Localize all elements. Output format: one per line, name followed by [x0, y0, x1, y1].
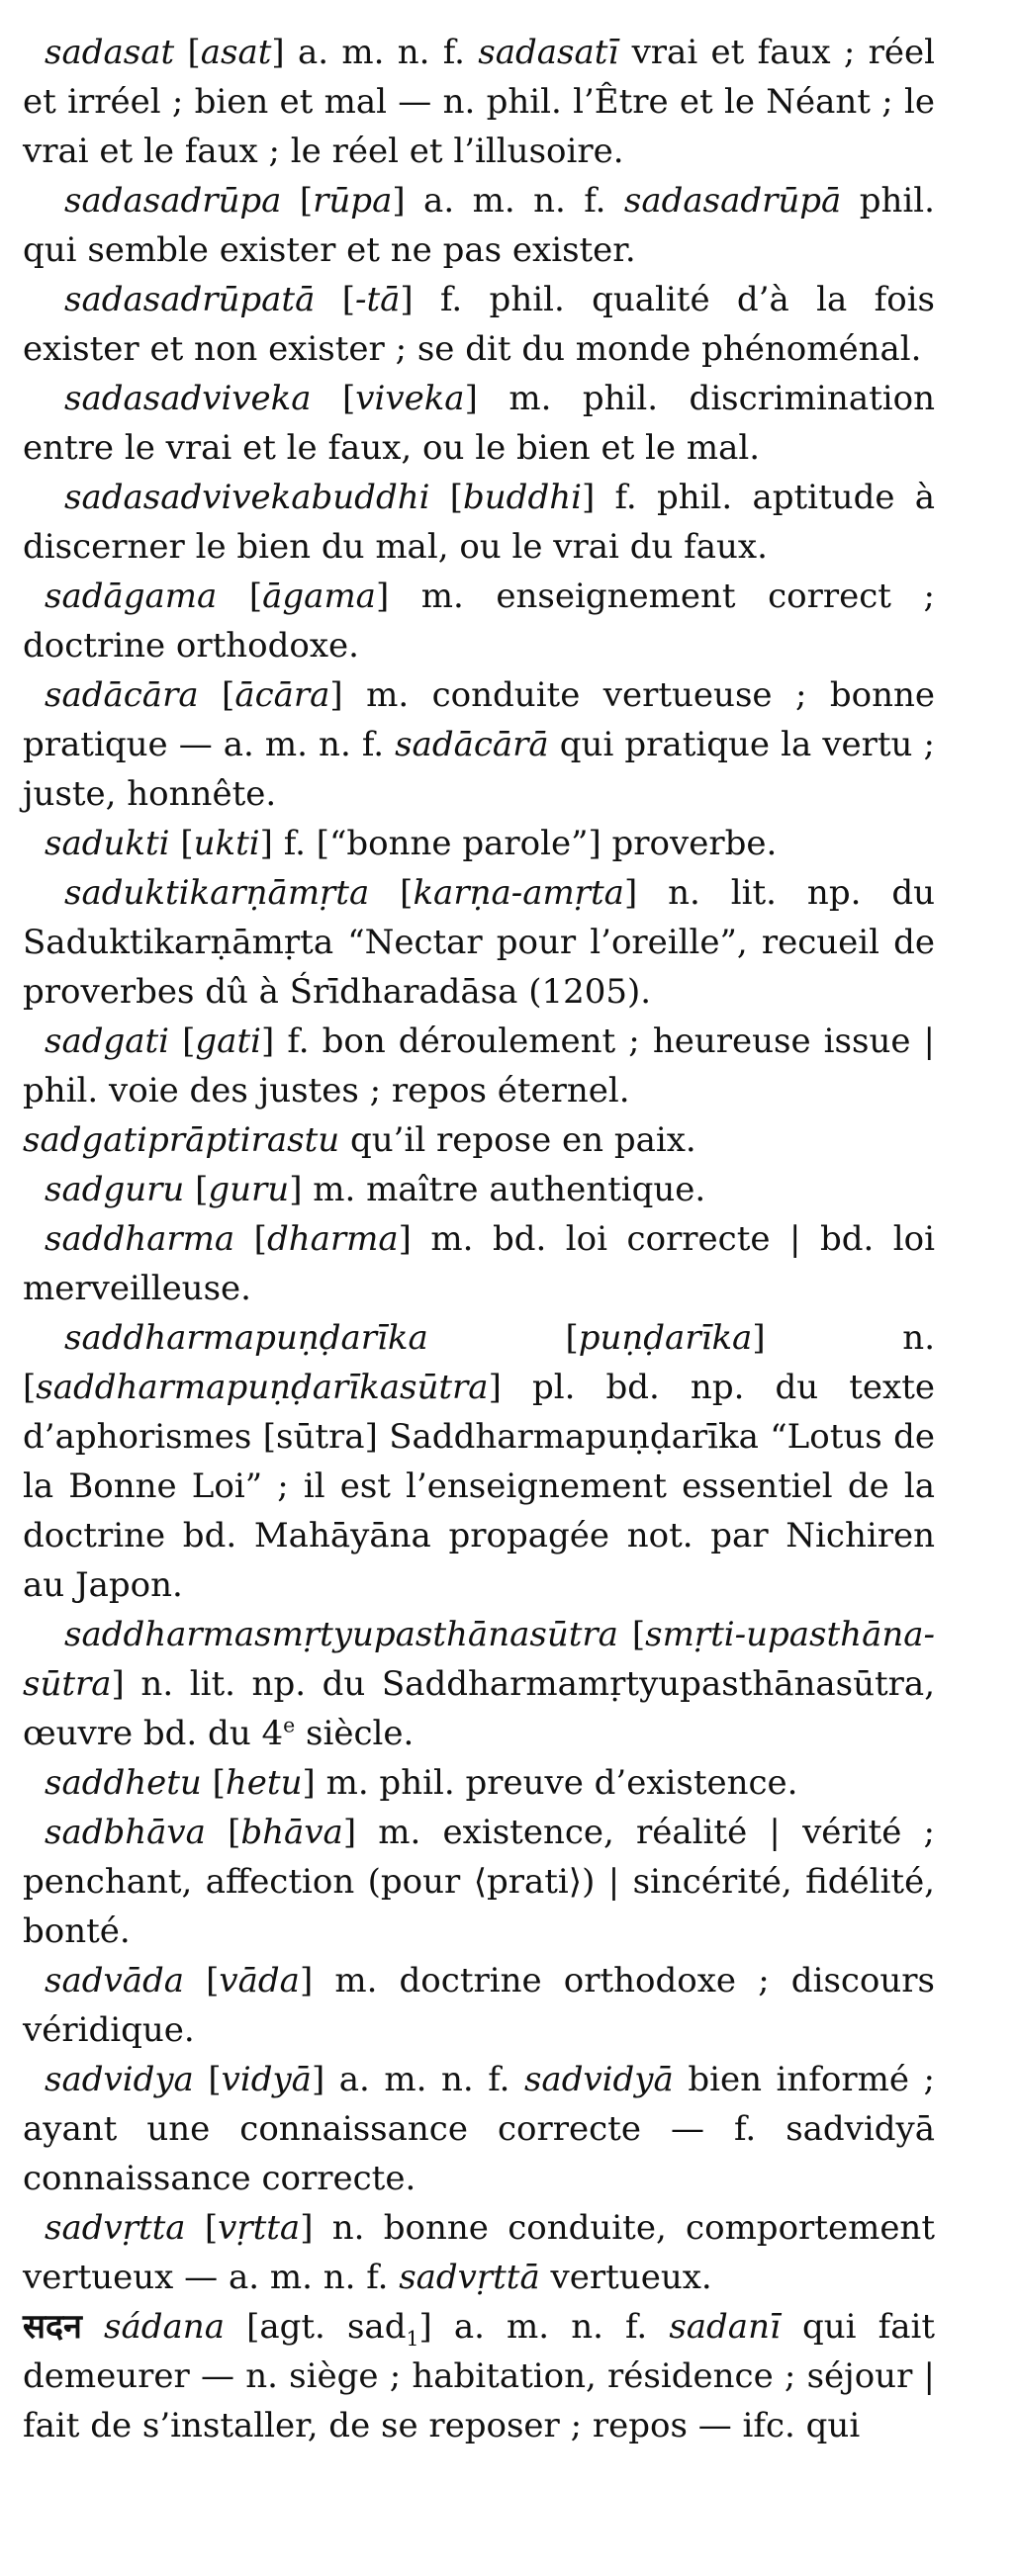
- etymology-ref: puṇḍarīka: [578, 1318, 753, 1358]
- definition: m. maître authentique.: [302, 1170, 706, 1209]
- etymology-ref: buddhi: [463, 478, 582, 517]
- definition: m. existence, réalité | vérité ; penchant, affection (pour ⟨prati⟩) | sincérité, fidélité, bonté.: [23, 1813, 935, 1951]
- variant-form: sadvṛttā: [399, 2258, 540, 2297]
- entry-sadgati: sadgati [gati] f. bon déroulement ; heureuse issue | phil. voie des justes ; repos éternel.: [23, 1022, 935, 1110]
- definition: f. [“bonne parole”] proverbe.: [272, 824, 778, 863]
- definition: f. phil. qualité d’à la fois exister et non exister ; se dit du monde phénoménal.: [23, 280, 935, 369]
- entry-sadasadrupa: sadasadrūpa [rūpa] a. m. n. f. sadasadrūpā phil. qui semble exister et ne pas exister.: [23, 181, 935, 270]
- entry-sadagama: sadāgama [āgama] m. enseignement correct ; doctrine orthodoxe.: [23, 577, 935, 666]
- etymology-ref: gati: [195, 1022, 261, 1061]
- grammar-note: n. bonne conduite, comportement vertueux — a. m. n. f.: [23, 2208, 935, 2297]
- definition: m. phil. preuve d’existence.: [315, 1763, 798, 1803]
- definition: m. enseignement correct ; doctrine orthodoxe.: [23, 577, 935, 666]
- variant-form: sadanī: [669, 2307, 781, 2347]
- headword: saduktikarṇāmṛta: [64, 873, 370, 913]
- subscript: 1: [406, 2326, 419, 2351]
- definition: f. phil. aptitude à discerner le bien du mal, ou le vrai du faux.: [23, 478, 935, 567]
- variant-form: sadasadrūpā: [623, 181, 842, 221]
- etymology-ref: rūpa: [313, 181, 393, 221]
- grammar-note: m. conduite vertueuse ; bonne pratique — a. m. n. f.: [23, 675, 936, 764]
- etymology-ref: āgama: [262, 577, 376, 616]
- headword: sadasadrūpatā: [64, 280, 316, 319]
- headword: sadasadvivekabuddhi: [64, 478, 430, 517]
- definition: n. lit. np. du Saddharmamṛtyupasthānasūtra, œuvre bd. du 4: [23, 1664, 935, 1753]
- definition-end: siècle.: [295, 1714, 415, 1753]
- grammar-note: a. m. n. f.: [324, 2060, 524, 2099]
- definition: m. doctrine orthodoxe ; discours véridique.: [23, 1961, 936, 2050]
- definition: phil. qui semble exister et ne pas exister.: [23, 181, 935, 270]
- headword: saddharma: [45, 1219, 235, 1259]
- headword: sadukti: [45, 824, 170, 863]
- entry-saddharmapundarika: saddharmapuṇḍarīka [puṇḍarīka] n. [saddharmapuṇḍarīkasūtra] pl. bd. np. du texte d’aphorismes [sūtra] Saddharmapuṇḍarīka “Lotus de la Bonne Loi” ; il est l’enseignement essentiel de la doctrine bd. Mahāyāna propagée not. par Nichiren au Japon.: [23, 1318, 935, 1605]
- headword: sadgati: [45, 1022, 170, 1061]
- definition: bien informé ; ayant une connaissance correcte — f. sadvidyā connaissance correcte.: [23, 2060, 935, 2198]
- entry-sadacara: sadācāra [ācāra] m. conduite vertueuse ; bonne pratique — a. m. n. f. sadācārā qui pratique la vertu ; juste, honnête.: [23, 675, 936, 814]
- definition: m. phil. discrimination entre le vrai et le faux, ou le bien et le mal.: [23, 379, 935, 468]
- phrase: sadgatiprāptirastu: [23, 1120, 340, 1160]
- definition: n. lit. np. du Saduktikarṇāmṛta “Nectar pour l’oreille”, recueil de proverbes dû à Śrīdharadāsa (1205).: [23, 873, 935, 1012]
- etymology-ref: ācāra: [234, 675, 330, 715]
- grammar-note: a. m. n. f.: [431, 2307, 670, 2347]
- etymology-ref: viveka: [355, 379, 465, 418]
- entry-saddhetu: saddhetu [hetu] m. phil. preuve d’existence.: [45, 1763, 798, 1803]
- headword: saddharmasmṛtyupasthānasūtra: [64, 1615, 618, 1654]
- devanagari-headword: सदन: [23, 2307, 82, 2347]
- etymology-ref: guru: [208, 1170, 290, 1209]
- headword: sadasat: [45, 33, 175, 72]
- entry-sadvada: sadvāda [vāda] m. doctrine orthodoxe ; discours véridique.: [23, 1961, 936, 2050]
- etymology-ref: agt. sad: [259, 2307, 407, 2347]
- etymology-ref: bhāva: [240, 1813, 343, 1852]
- entry-sadvidya: sadvidya [vidyā] a. m. n. f. sadvidyā bien informé ; ayant une connaissance correcte — f. sadvidyā connaissance correcte.: [23, 2060, 935, 2198]
- etymology-ref: vidyā: [221, 2060, 312, 2099]
- definition: m. bd. loi correcte | bd. loi merveilleuse.: [23, 1219, 935, 1308]
- headword: sadācāra: [45, 675, 199, 715]
- etymology-ref: asat: [200, 33, 272, 72]
- entry-sadasadviveka: sadasadviveka [viveka] m. phil. discrimination entre le vrai et le faux, ou le bien et le mal.: [23, 379, 935, 468]
- entry-sadukti: sadukti [ukti] f. [“bonne parole”] proverbe.: [45, 824, 778, 863]
- superscript: e: [283, 1713, 296, 1737]
- entry-sadbhava: sadbhāva [bhāva] m. existence, réalité | vérité ; penchant, affection (pour ⟨prati⟩) | sincérité, fidélité, bonté.: [23, 1813, 935, 1951]
- headword: sadvāda: [45, 1961, 184, 2000]
- definition: qui fait demeurer — n. siège ; habitation, résidence ; séjour | fait de s’installer, de se reposer ; repos — ifc. qui: [23, 2307, 936, 2445]
- entry-saduktikarnamrta: saduktikarṇāmṛta [karṇa-amṛta] n. lit. np. du Saduktikarṇāmṛta “Nectar pour l’oreille”, recueil de proverbes dû à Śrīdharadāsa (1205).: [23, 873, 935, 1012]
- definition: ] pl. bd. np. du texte d’aphorismes [sūtra] Saddharmapuṇḍarīka “Lotus de la Bonne Loi” ; il est l’enseignement essentiel de la doctrine bd. Mahāyāna propagée not. par Nichiren au Japon.: [23, 1368, 935, 1605]
- headword: saddharmapuṇḍarīka: [64, 1318, 428, 1358]
- grammar-note: n. [: [23, 1318, 935, 1407]
- variant-form: saddharmapuṇḍarīkasūtra: [36, 1368, 489, 1407]
- headword: sadasadrūpa: [64, 181, 282, 221]
- etymology-ref: hetu: [225, 1763, 303, 1803]
- etymology-ref: vāda: [219, 1961, 300, 2000]
- entry-saddharma: saddharma [dharma] m. bd. loi correcte | bd. loi merveilleuse.: [23, 1219, 935, 1308]
- definition: qu’il repose en paix.: [339, 1120, 696, 1160]
- etymology-ref: vṛtta: [218, 2208, 301, 2248]
- entry-sadana: सदन sádana [agt. sad$_1$] a. m. n. f. sadanī qui fait demeurer — n. siège ; habitation, résidence ; séjour | fait de s’installer, de se reposer ; repos — ifc. qui: [23, 2307, 936, 2445]
- headword: sadguru: [45, 1170, 185, 1209]
- etymology-ref: ukti: [193, 824, 260, 863]
- entry-sadasadrupata: sadasadrūpatā [-tā] f. phil. qualité d’à la fois exister et non exister ; se dit du monde phénoménal.: [23, 280, 935, 369]
- headword: sádana: [104, 2307, 225, 2347]
- entry-sadvrtta: sadvṛtta [vṛtta] n. bonne conduite, comportement vertueux — a. m. n. f. sadvṛttā vertueux.: [23, 2208, 935, 2297]
- entry-sadgatipraptirastu: [23, 1115, 935, 1165]
- variant-form: sadasatī: [478, 33, 619, 72]
- grammar-note: a. m. n. f.: [284, 33, 479, 72]
- grammar-note: a. m. n. f.: [405, 181, 624, 221]
- variant-form: sadācārā: [395, 725, 549, 764]
- etymology-ref: -tā: [354, 280, 401, 319]
- entry-sadasat: sadasat [asat] a. m. n. f. sadasatī vrai et faux ; réel et irréel ; bien et mal — n. phil. l’Être et le Néant ; le vrai et le faux ; le réel et l’illusoire.: [23, 33, 935, 171]
- definition: f. bon déroulement ; heureuse issue | phil. voie des justes ; repos éternel.: [23, 1022, 935, 1110]
- definition: qui pratique la vertu ; juste, honnête.: [23, 725, 935, 814]
- entry-saddharmasmrtyupasthanasutra: saddharmasmṛtyupasthānasūtra [smṛti-upasthāna-sūtra] n. lit. np. du Saddharmamṛtyupasthānasūtra, œuvre bd. du 4e siècle.: [23, 1615, 935, 1753]
- headword: sadasadviveka: [64, 379, 312, 418]
- headword: sadvṛtta: [45, 2208, 186, 2248]
- etymology-ref: smṛti-upasthāna-sūtra: [23, 1615, 935, 1704]
- definition: vertueux.: [539, 2258, 712, 2297]
- headword: sadbhāva: [45, 1813, 206, 1852]
- headword: sadāgama: [45, 577, 218, 616]
- etymology-ref: dharma: [266, 1219, 399, 1259]
- headword: saddhetu: [45, 1763, 202, 1803]
- etymology-ref: karṇa-amṛta: [413, 873, 624, 913]
- definition: vrai et faux ; réel et irréel ; bien et mal — n. phil. l’Être et le Néant ; le vrai et le faux ; le réel et l’illusoire.: [23, 33, 935, 171]
- entry-sadguru: sadguru [guru] m. maître authentique.: [45, 1170, 706, 1209]
- headword: sadvidya: [45, 2060, 194, 2099]
- variant-form: sadvidyā: [523, 2060, 674, 2099]
- entry-sadasadvivekabuddhi: sadasadvivekabuddhi [buddhi] f. phil. aptitude à discerner le bien du mal, ou le vrai du faux.: [23, 478, 935, 567]
